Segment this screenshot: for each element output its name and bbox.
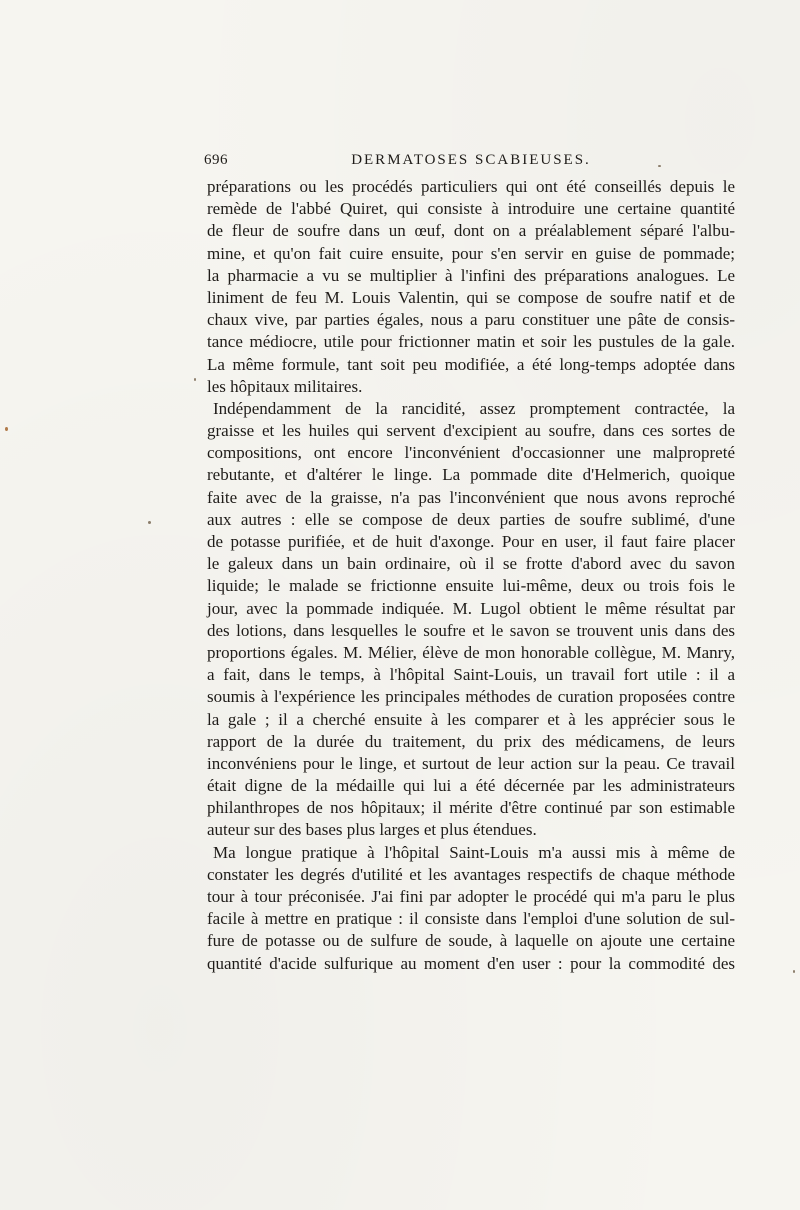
text-line: a fait, dans le temps, à l'hôpital Saint-Louis, un travail fort utile : il a <box>207 665 735 685</box>
text-line: des lotions, dans lesquelles le soufre et le savon se trouvent unis dans des <box>207 620 735 640</box>
text-line: de potasse purifiée, et de huit d'axonge. Pour en user, il faut faire placer <box>207 532 735 551</box>
text-line: La même formule, tant soit peu modifiée, a été long-temps adoptée dans <box>207 354 735 374</box>
running-title: DERMATOSES SCABIEUSES. <box>351 152 591 168</box>
text-line: les hôpitaux militaires. <box>207 376 363 396</box>
text-line: auteur sur des bases plus larges et plus étendues. <box>207 820 537 840</box>
body-text <box>207 176 735 975</box>
text-line: philanthropes de nos hôpitaux; il mérite d'être continué par son estimable <box>207 798 735 818</box>
paper-speck <box>148 521 151 524</box>
text-line: était digne de la médaille qui lui a été décernée par les administrateurs <box>207 776 735 796</box>
text-line: fure de potasse ou de sulfure de soude, à laquelle on ajoute une certaine <box>207 931 735 951</box>
text-line: Indépendamment de la rancidité, assez promptement contractée, la <box>213 398 735 418</box>
text-line: constater les degrés d'utilité et les avantages respectifs de chaque méthode <box>207 864 735 884</box>
text-line: jour, avec la pommade indiquée. M. Lugol obtient le même résultat par <box>207 598 735 618</box>
paper-speck <box>194 378 196 381</box>
page-number: 696 <box>204 152 228 168</box>
paper-speck <box>5 427 8 431</box>
text-line: facile à mettre en pratique : il consiste dans l'emploi d'une solution de sul- <box>207 909 735 929</box>
text-line: aux autres : elle se compose de deux parties de soufre sublimé, d'une <box>207 509 735 529</box>
text-line: mine, et qu'on fait cuire ensuite, pour s'en servir en guise de pommade; <box>207 243 735 263</box>
text-line: tance médiocre, utile pour frictionner matin et soir les pustules de la gale. <box>207 332 735 352</box>
text-line: graisse et les huiles qui servent d'excipient au soufre, dans ces sortes de <box>207 421 735 441</box>
paper-speck <box>658 165 661 167</box>
text-line: la gale ; il a cherché ensuite à les comparer et à les apprécier sous le <box>207 709 735 729</box>
text-line: chaux vive, par parties égales, nous a paru constituer une pâte de consis- <box>207 310 735 330</box>
text-line: liniment de feu M. Louis Valentin, qui se compose de soufre natif et de <box>207 287 735 307</box>
text-line: la pharmacie a vu se multiplier à l'infini des préparations analogues. Le <box>207 265 735 285</box>
paragraph-1 <box>207 176 735 398</box>
text-line: remède de l'abbé Quiret, qui consiste à introduire une certaine quantité <box>207 199 735 219</box>
text-line: préparations ou les procédés particuliers qui ont été conseillés depuis le <box>207 177 735 196</box>
text-line: Ma longue pratique à l'hôpital Saint-Louis m'a aussi mis à même de <box>213 842 735 862</box>
paragraph-2 <box>207 398 735 842</box>
text-line: tour à tour préconisée. J'ai fini par adopter le procédé qui m'a paru le plus <box>207 887 735 906</box>
text-line: le galeux dans un bain ordinaire, où il se frotte d'abord avec du savon <box>207 554 735 574</box>
text-line: soumis à l'expérience les principales méthodes de curation proposées contre <box>207 687 735 707</box>
text-line: inconvéniens pour le linge, et surtout de leur action sur la peau. Ce travail <box>207 753 735 773</box>
text-line: faite avec de la graisse, n'a pas l'inconvénient que nous avons reproché <box>207 487 735 507</box>
text-line: de fleur de soufre dans un œuf, dont on a préalablement séparé l'albu- <box>207 221 735 241</box>
text-line: rebutante, et d'altérer le linge. La pommade dite d'Helmerich, quoique <box>207 465 735 485</box>
text-line: liquide; le malade se frictionne ensuite lui-même, deux ou trois fois le <box>207 576 735 596</box>
text-line: rapport de la durée du traitement, du prix des médicamens, de leurs <box>207 731 735 751</box>
paragraph-3 <box>207 842 735 975</box>
text-line: quantité d'acide sulfurique au moment d'en user : pour la commodité des <box>207 953 735 973</box>
page-header <box>204 152 738 174</box>
paper-speck <box>793 970 795 973</box>
text-line: compositions, ont encore l'inconvénient d'occasionner une malpropreté <box>207 443 735 463</box>
text-line: proportions égales. M. Mélier, élève de mon honorable collègue, M. Manry, <box>207 642 735 662</box>
